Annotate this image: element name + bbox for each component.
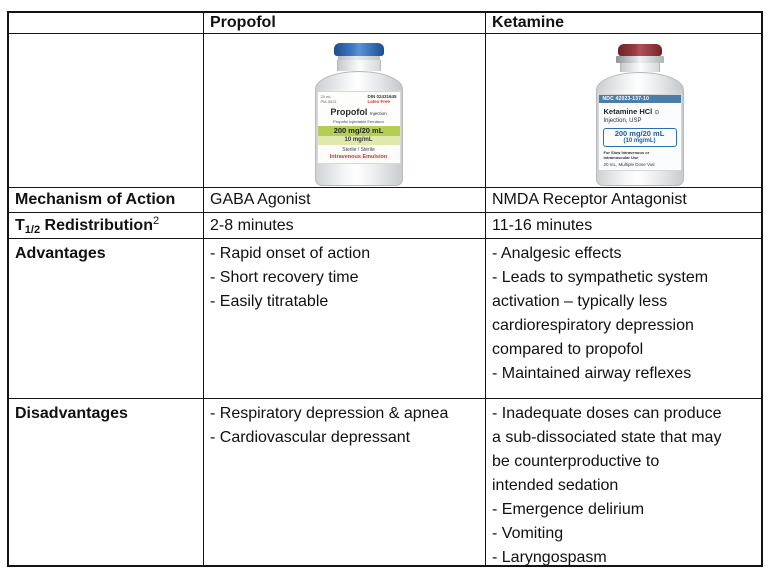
advantage-line: compared to propofol (492, 341, 644, 358)
disadvantage-line: - Laryngospasm (492, 549, 607, 565)
half-life-subscript: 1/2 (24, 224, 41, 236)
ketamine-dose-box (603, 128, 677, 147)
propofol-label-top-row (318, 94, 400, 105)
propofol-latex-free-text: Latex Free (367, 99, 390, 104)
propofol-label-din-block (367, 94, 396, 105)
half-life-main: Redistribution (40, 217, 153, 234)
mechanism-ketamine-value: NMDA Receptor Antagonist (486, 188, 761, 213)
ketamine-vial-label (598, 94, 682, 171)
ketamine-drug-name (599, 107, 681, 118)
advantage-line: - Rapid onset of action (210, 245, 371, 262)
header-empty-cell (9, 13, 204, 34)
propofol-route-text: Intravenous Emulsion (329, 154, 388, 160)
disadvantage-line: a sub-dissociated state that may (492, 429, 722, 446)
half-life-propofol-value: 2-8 minutes (204, 213, 486, 239)
ketamine-vial-collar (616, 56, 664, 63)
ketamine-vial-image (596, 44, 684, 186)
row-label-disadvantages: Disadvantages (9, 399, 204, 565)
propofol-vial-cap (334, 43, 384, 56)
disadvantage-line: - Vomiting (492, 525, 564, 542)
disadvantage-line: - Inadequate doses can produce (492, 405, 722, 422)
header-ketamine (486, 13, 761, 34)
ketamine-note-line2: Intramuscular Use (603, 155, 639, 160)
disadvantage-line: - Emergence delirium (492, 501, 645, 518)
advantages-propofol-cell (204, 239, 486, 399)
propofol-lot-text: PM-0521 (320, 99, 337, 104)
disadvantages-ketamine-cell (486, 399, 761, 565)
row-label-mechanism: Mechanism of Action (9, 188, 204, 213)
disadvantage-line: intended sedation (492, 477, 619, 494)
ketamine-vial-body (596, 90, 684, 186)
propofol-label-volume-lot (321, 94, 337, 105)
ketamine-vial-neck (620, 63, 660, 72)
propofol-volume-text: 20 mL (320, 94, 332, 99)
advantages-ketamine-cell (486, 239, 761, 399)
advantage-line: activation – typically less (492, 293, 668, 310)
ketamine-note-line1: For Slow Intravenous or (603, 150, 650, 155)
ketamine-usp-text: Injection, USP (603, 118, 642, 124)
drug-comparison-table (7, 11, 763, 567)
propofol-subtitle-text: Propofol Injectable Emulsion (333, 119, 384, 124)
propofol-column-title: Propofol (210, 14, 276, 31)
propofol-vial-image (315, 43, 403, 186)
propofol-concentration-band: 10 mg/mL (318, 136, 400, 145)
propofol-drug-name (318, 107, 400, 119)
ketamine-vial-cap (618, 44, 662, 56)
ketamine-ndc-band: NDC 42023-137-10 (599, 95, 681, 103)
propofol-vial-body (315, 89, 403, 186)
propofol-image-cell (204, 34, 486, 188)
ketamine-vial-info-text: 20 mL, Multiple Dose Vial (603, 162, 655, 167)
image-row-empty-cell (9, 34, 204, 188)
ketamine-vial-shoulder (596, 72, 684, 90)
row-label-advantages: Advantages (9, 239, 204, 399)
ketamine-column-title: Ketamine (492, 14, 565, 31)
half-life-label (15, 213, 159, 239)
propofol-dose-band: 200 mg/20 mL (318, 126, 400, 136)
disadvantage-line: be counterproductive to (492, 453, 660, 470)
advantage-line: - Leads to sympathetic system (492, 269, 709, 286)
advantage-line: - Analgesic effects (492, 245, 622, 262)
propofol-din-text: DIN 02431645 (367, 94, 397, 99)
advantage-line: - Maintained airway reflexes (492, 365, 692, 382)
propofol-name-suffix: Injection (369, 111, 387, 116)
propofol-vial-label (317, 91, 401, 164)
disadvantage-line: - Cardiovascular depressant (210, 429, 411, 446)
header-propofol (204, 13, 486, 34)
propofol-sterile-text: Sterile / Stérile (342, 147, 375, 153)
propofol-vial-neck (337, 60, 381, 71)
half-life-superscript: 2 (152, 215, 160, 227)
mechanism-propofol-value: GABA Agonist (204, 188, 486, 213)
disadvantages-propofol-cell (204, 399, 486, 565)
ketamine-image-cell (486, 34, 761, 188)
advantage-line: - Easily titratable (210, 293, 329, 310)
advantage-line: - Short recovery time (210, 269, 359, 286)
advantage-line: cardiorespiratory depression (492, 317, 694, 334)
propofol-vial-shoulder (315, 71, 403, 89)
half-life-T: T (15, 217, 25, 234)
ketamine-logo-icon: ⊙ (654, 110, 660, 116)
half-life-ketamine-value: 11-16 minutes (486, 213, 761, 239)
propofol-name-text: Propofol (330, 107, 368, 117)
ketamine-concentration-text: (10 mg/mL) (623, 138, 656, 144)
ketamine-dose-text: 200 mg/20 mL (614, 129, 665, 138)
ketamine-name-text: Ketamine HCl (603, 107, 653, 116)
row-label-half-life (9, 213, 204, 239)
disadvantage-line: - Respiratory depression & apnea (210, 405, 449, 422)
